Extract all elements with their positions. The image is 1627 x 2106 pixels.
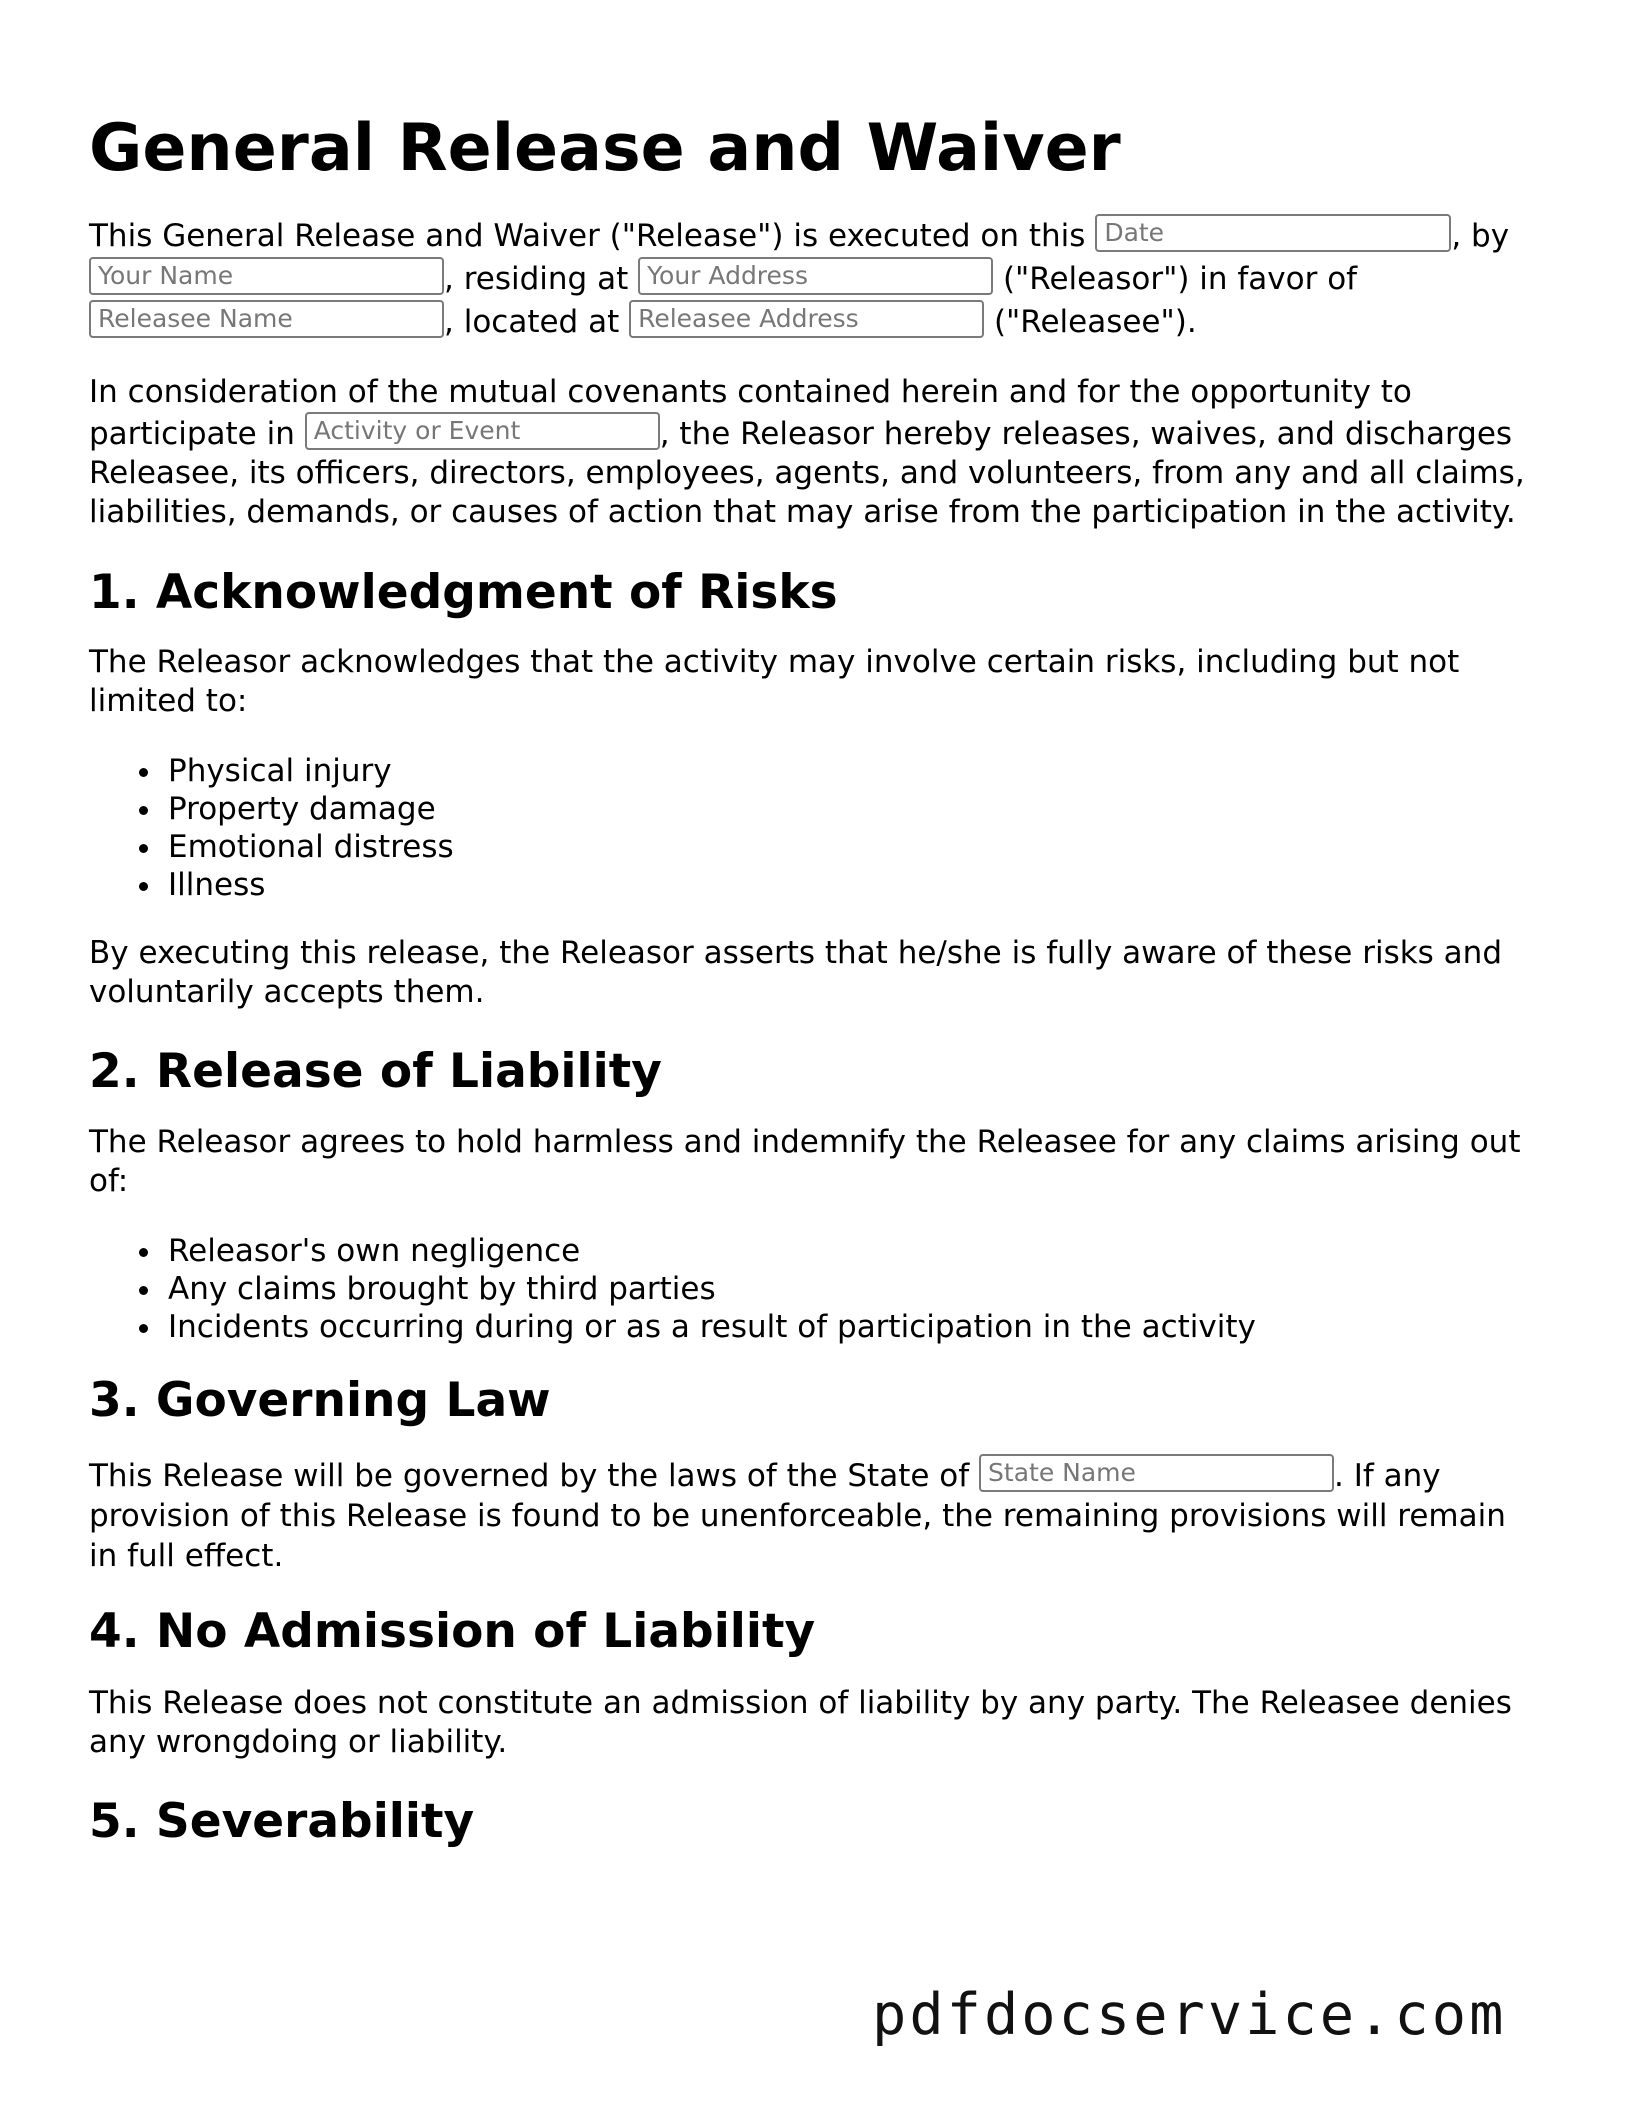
- document-title: General Release and Waiver: [89, 111, 1121, 186]
- section-4-heading: 4. No Admission of Liability: [89, 1604, 816, 1659]
- list-item: Any claims brought by third parties: [168, 1270, 1539, 1308]
- consideration-paragraph: [89, 373, 1539, 532]
- intro-text-6: ("Releasee").: [984, 304, 1197, 340]
- section-4-paragraph: This Release does not constitute an admission of liability by any party. The Releasee denies any wrongdoing or liability.: [89, 1685, 1512, 1760]
- releasor-address-field[interactable]: Your Address: [638, 257, 993, 295]
- section-1-heading: 1. Acknowledgment of Risks: [89, 565, 838, 620]
- list-item: Physical injury: [168, 752, 1539, 790]
- risk-list: [89, 752, 1539, 904]
- section-2-heading: 2. Release of Liability: [89, 1044, 662, 1099]
- consideration-text-1: In consideration of the mutual covenants contained herein and for the opportunity to participate in: [89, 374, 1412, 452]
- section-1-intro: The Releasor acknowledges that the activity may involve certain risks, including but not limited to:: [89, 644, 1460, 719]
- list-item: Illness: [168, 866, 1539, 904]
- claims-list: [89, 1232, 1539, 1346]
- releasee-name-field[interactable]: Releasee Name: [89, 300, 444, 338]
- activity-field[interactable]: Activity or Event: [305, 412, 660, 450]
- list-item: Incidents occurring during or as a result of participation in the activity: [168, 1308, 1539, 1346]
- section-3-heading: 3. Governing Law: [89, 1373, 551, 1428]
- governing-text-2: . If any provision of this Release is found to be unenforceable, the remaining provisions will remain in full effect.: [89, 1458, 1506, 1574]
- releasee-address-field[interactable]: Releasee Address: [629, 300, 984, 338]
- intro-text-2: , by: [1451, 218, 1510, 254]
- consideration-text-2: , the Releasor hereby releases, waives, and discharges Releasee, its officers, directors, employees, agents, and volunteers, from any and all claims, liabilities, demands, or causes of action that may arise from the participation in the activity.: [89, 416, 1525, 530]
- intro-paragraph: [89, 214, 1539, 343]
- state-field[interactable]: State Name: [979, 1454, 1334, 1492]
- section-5-heading: 5. Severability: [89, 1794, 475, 1849]
- releasor-name-field[interactable]: Your Name: [89, 257, 444, 295]
- governing-text-1: This Release will be governed by the laws of the State of: [89, 1458, 980, 1494]
- section-2-intro: The Releasor agrees to hold harmless and indemnify the Releasee for any claims arising out of:: [89, 1124, 1521, 1199]
- section-1-closing: By executing this release, the Releasor asserts that he/she is fully aware of these risks and voluntarily accepts them.: [89, 935, 1502, 1010]
- document-page: [89, 104, 1539, 1855]
- section-3-paragraph: [89, 1454, 1539, 1576]
- intro-text-3: , residing at: [444, 261, 639, 297]
- date-field[interactable]: Date: [1095, 214, 1451, 252]
- intro-text-5: , located at: [444, 304, 630, 340]
- intro-text-4: ("Releasor") in favor of: [993, 261, 1358, 297]
- intro-text-1: This General Release and Waiver ("Release") is executed on this: [89, 218, 1096, 254]
- list-item: Emotional distress: [168, 828, 1539, 866]
- list-item: Property damage: [168, 790, 1539, 828]
- watermark: pdfdocservice.com: [872, 1982, 1507, 2048]
- list-item: Releasor's own negligence: [168, 1232, 1539, 1270]
